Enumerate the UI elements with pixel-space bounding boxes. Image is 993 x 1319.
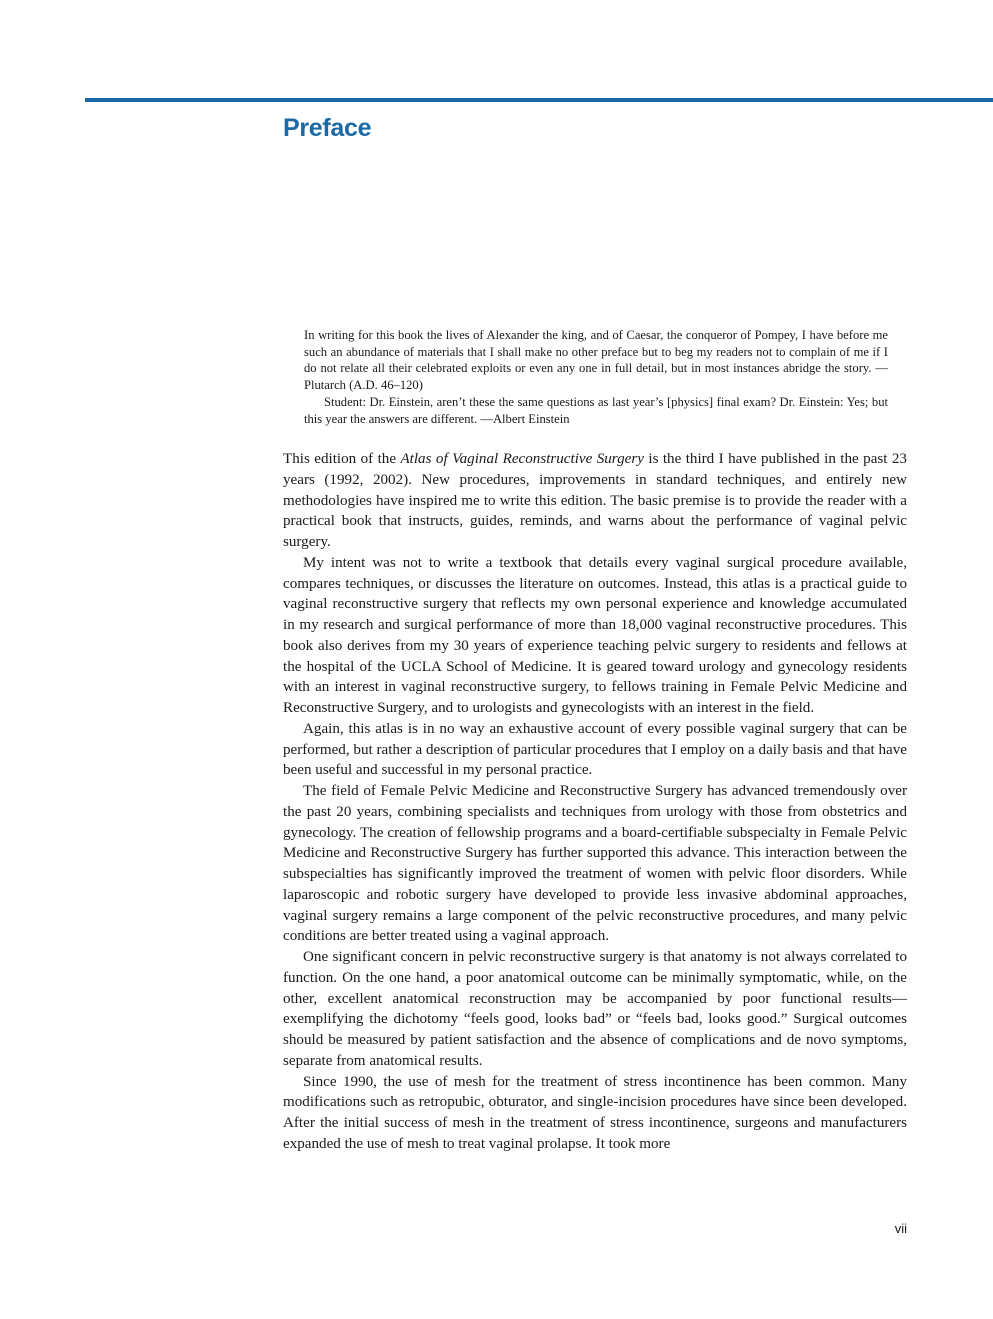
body-paragraph: One significant concern in pelvic reconstructive surgery is that anatomy is not always correlated to function. On the one hand, a poor anatomical outcome can be minimally symptomatic, while, on the other, excellent anatomical reconstruction may be accompanied by poor functional results—exemplifying the dichotomy “feels good, looks bad” or “feels bad, looks good.” Surgical outcomes should be measured by patient satisfaction and the absence of complications and de novo symptoms, separate from anatomical results.	[283, 949, 907, 1069]
page-number: vii	[894, 1221, 907, 1236]
body-paragraph: My intent was not to write a textbook that details every vaginal surgical procedure available, compares techniques, or discusses the literature on outcomes. Instead, this atlas is a practical guide to vaginal reconstructive surgery that reflects my own personal experience and knowledge accumulated in my research and surgical performance of more than 18,000 vaginal reconstructive procedures. This book also derives from my 30 years of experience teaching pelvic surgery to residents and fellows at the hospital of the UCLA School of Medicine. It is geared toward urology and gynecology residents with an interest in vaginal reconstructive surgery, to fellows training in Female Pelvic Medicine and Reconstructive Surgery, and to urologists and gynecologists with an interest in the field.	[283, 554, 907, 716]
body-paragraph: Since 1990, the use of mesh for the treatment of stress incontinence has been common. Many modifications such as retropubic, obturator, and single-incision procedures have since been developed. After the initial success of mesh in the treatment of stress incontinence, surgeons and manufacturers expanded the use of mesh to treat vaginal prolapse. It took more	[283, 1073, 907, 1152]
epigraph-quote-einstein: Student: Dr. Einstein, aren’t these the same questions as last year’s [physics] final exam? Dr. Einstein: Yes; but this year the answers are different. —Albert Einstein	[304, 394, 888, 426]
preface-body	[283, 449, 907, 1155]
book-title-italic: Atlas of Vaginal Reconstructive Surgery	[400, 451, 644, 467]
page-title: Preface	[283, 114, 372, 142]
header-rule	[85, 98, 993, 102]
body-paragraph: Again, this atlas is in no way an exhaustive account of every possible vaginal surgery that can be performed, but rather a description of particular procedures that I employ on a daily basis and that have been useful and successful in my personal practice.	[283, 720, 907, 779]
epigraph-quote-plutarch: In writing for this book the lives of Alexander the king, and of Caesar, the conqueror of Pompey, I have before me such an abundance of materials that I shall make no other preface but to beg my readers not to complain of me if I do not relate all their celebrated exploits or even any one in full detail, but in most instances abridge the story. —Plutarch (A.D. 46–120)	[304, 328, 888, 393]
body-paragraph: The field of Female Pelvic Medicine and Reconstructive Surgery has advanced tremendously over the past 20 years, combining specialists and techniques from urology with those from obstetrics and gynecology. The creation of fellowship programs and a board-certifiable subspecialty in Female Pelvic Medicine and Reconstructive Surgery has further supported this advance. This interaction between the subspecialties has significantly improved the treatment of women with pelvic floor disorders. While laparoscopic and robotic surgery have developed to provide less invasive abdominal approaches, vaginal surgery remains a large component of the pelvic reconstructive procedures, and many pelvic conditions are better treated using a vaginal approach.	[283, 783, 907, 945]
paragraph-text: is the third I have published in the past 23 years (1992, 2002). New procedures, improvements in standard techniques, and entirely new methodologies have inspired me to write this edition. The basic premise is to provide the reader with a practical book that instructs, guides, reminds, and warns about the performance of vaginal pelvic surgery.	[283, 451, 907, 550]
paragraph-text: This edition of the	[283, 451, 401, 467]
body-paragraph	[283, 449, 907, 553]
epigraph	[304, 327, 888, 427]
